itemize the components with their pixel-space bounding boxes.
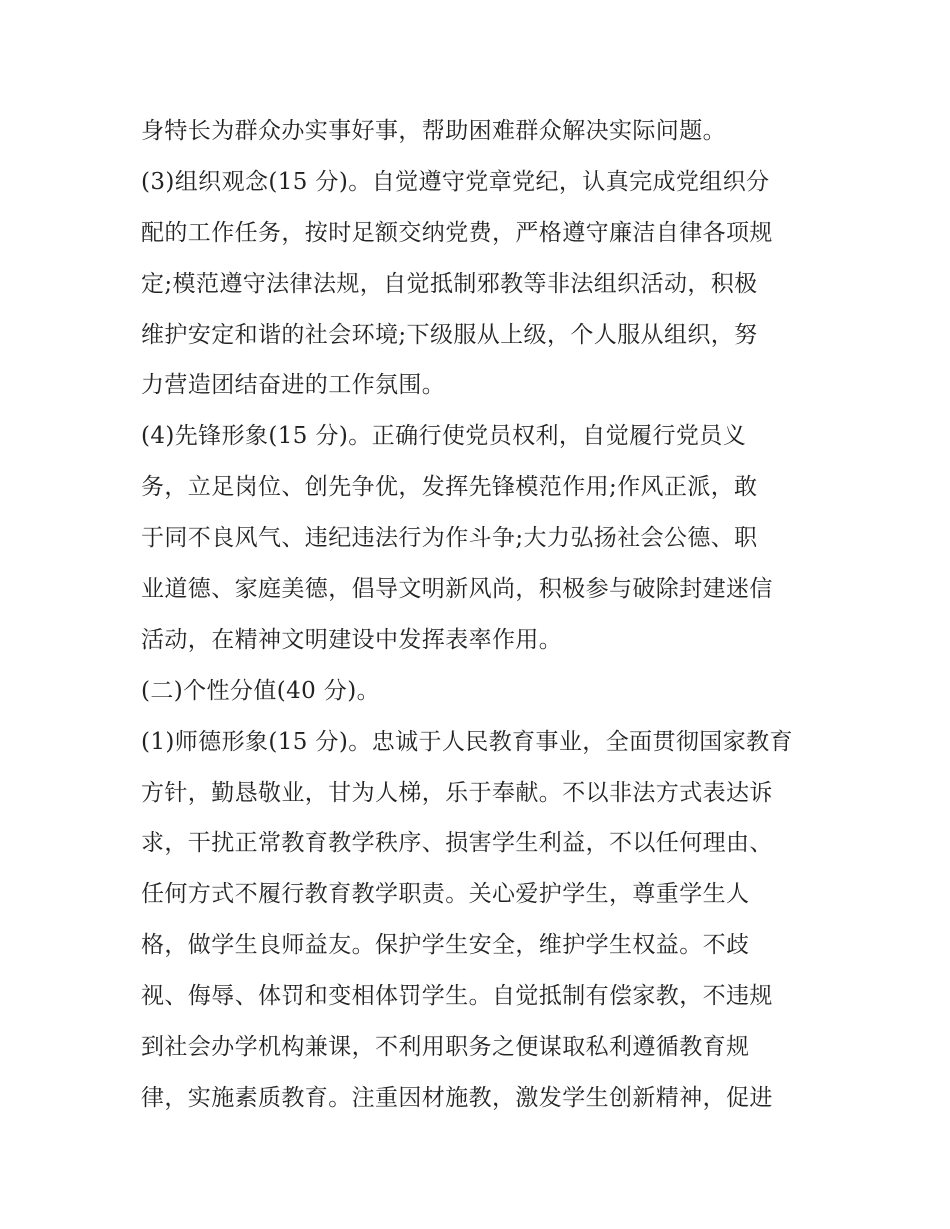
text-line: 力营造团结奋进的工作氛围。 xyxy=(141,372,446,399)
section-heading: (二)个性分值(40 分)。 xyxy=(141,677,381,704)
document-body xyxy=(141,106,821,1124)
text-line: (3)组织观念(15 分)。自觉遵守党章党纪，认真完成党组织分 xyxy=(141,168,770,195)
text-line: 任何方式不履行教育教学职责。关心爱护学生，尊重学生人 xyxy=(141,881,750,908)
text-line: (4)先锋形象(15 分)。正确行使党员权利，自觉履行党员义 xyxy=(141,423,747,450)
text-line: 业道德、家庭美德，倡导文明新风尚，积极参与破除封建迷信 xyxy=(141,576,773,603)
text-line: 方针，勤恳敬业，甘为人梯，乐于奉献。不以非法方式表达诉 xyxy=(141,779,773,806)
text-line: 配的工作任务，按时足额交纳党费，严格遵守廉洁自律各项规 xyxy=(141,219,773,246)
text-line: 活动，在精神文明建设中发挥表率作用。 xyxy=(141,626,563,653)
text-line: (1)师德形象(15 分)。忠诚于人民教育事业，全面贯彻国家教育 xyxy=(141,728,793,755)
text-line: 律，实施素质教育。注重因材施教，激发学生创新精神，促进 xyxy=(141,1084,773,1111)
text-line: 求，干扰正常教育教学秩序、损害学生利益，不以任何理由、 xyxy=(141,830,773,857)
text-line: 维护安定和谐的社会环境;下级服从上级，个人服从组织，努 xyxy=(141,321,758,348)
text-line: 格，做学生良师益友。保护学生安全，维护学生权益。不歧 xyxy=(141,932,750,959)
text-line: 定;模范遵守法律法规，自觉抵制邪教等非法组织活动，积极 xyxy=(141,270,758,297)
text-line: 身特长为群众办实事好事，帮助困难群众解决实际问题。 xyxy=(141,118,726,144)
text-line: 务，立足岗位、创先争优，发挥先锋模范作用;作风正派，敢 xyxy=(141,474,758,501)
text-line: 到社会办学机构兼课，不利用职务之便谋取私利遵循教育规 xyxy=(141,1034,750,1061)
text-line: 于同不良风气、违纪违法行为作斗争;大力弘扬社会公德、职 xyxy=(141,525,758,552)
text-line: 视、侮辱、体罚和变相体罚学生。自觉抵制有偿家教，不违规 xyxy=(141,983,773,1010)
